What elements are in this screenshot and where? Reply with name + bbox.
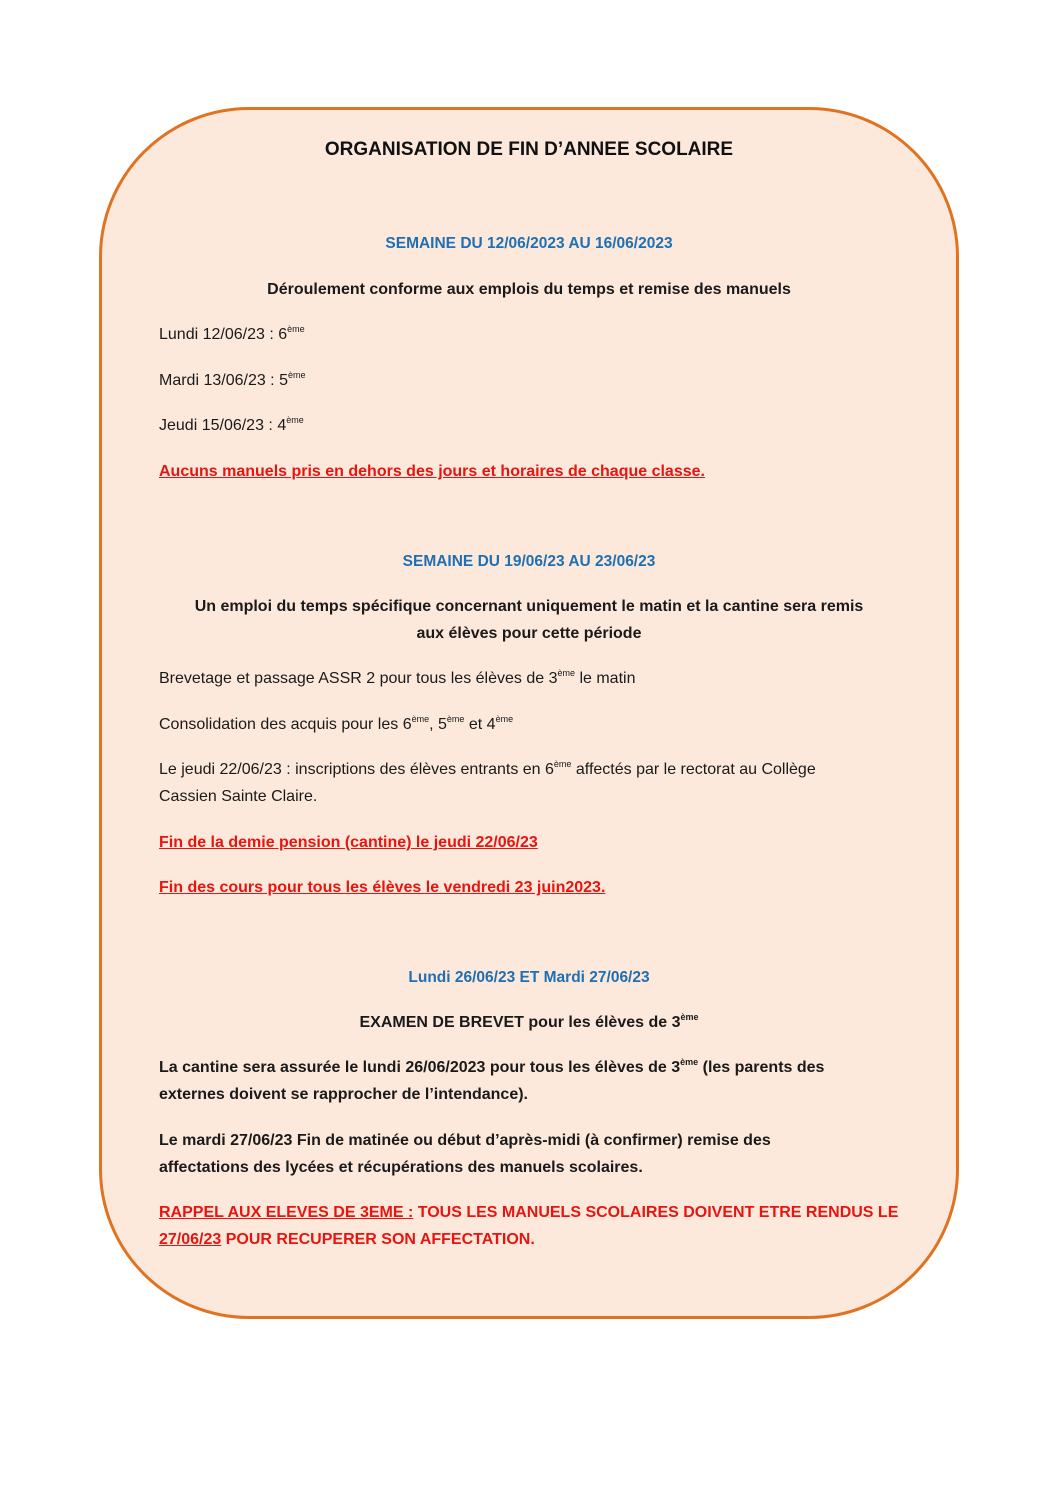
schedule-line: Mardi 13/06/23 : 5ème (159, 370, 306, 389)
rappel-line1: RAPPEL AUX ELEVES DE 3EME : TOUS LES MANUELS SCOLAIRES DOIVENT ETRE RENDUS LE (159, 1204, 899, 1221)
cantine-line1: La cantine sera assurée le lundi 26/06/2023 pour tous les élèves de 3ème (les parents des (159, 1057, 825, 1076)
section2-alert-fin-cours: Fin des cours pour tous les élèves le vendredi 23 juin2023. (159, 879, 606, 896)
inscriptions-line2: Cassien Sainte Claire. (159, 788, 318, 805)
schedule-line: Lundi 12/06/23 : 6ème (159, 324, 305, 343)
section1-alert: Aucuns manuels pris en dehors des jours et horaires de chaque classe. (159, 463, 705, 480)
section1-heading: SEMAINE DU 12/06/2023 AU 16/06/2023 (385, 235, 673, 252)
section2-heading: SEMAINE DU 19/06/23 AU 23/06/23 (402, 553, 656, 570)
section2-alert-cantine: Fin de la demie pension (cantine) le jeudi 22/06/23 (159, 834, 538, 851)
section2-subtitle-line1: Un emploi du temps spécifique concernant uniquement le matin et la cantine sera remis (194, 598, 864, 615)
section3-heading: Lundi 26/06/23 ET Mardi 27/06/23 (408, 969, 650, 986)
document-title: ORGANISATION DE FIN D’ANNEE SCOLAIRE (324, 139, 734, 160)
section3-subtitle: EXAMEN DE BREVET pour les élèves de 3ème (359, 1012, 699, 1031)
section2-subtitle-line2: aux élèves pour cette période (416, 625, 642, 642)
cantine-line2: externes doivent se rapprocher de l’intendance). (159, 1086, 528, 1103)
mardi-line2: affectations des lycées et récupérations des manuels scolaires. (159, 1159, 643, 1176)
schedule-line: Jeudi 15/06/23 : 4ème (159, 415, 304, 434)
consolidation-line: Consolidation des acquis pour les 6ème, 5ème et 4ème (159, 714, 514, 733)
brevetage-line: Brevetage et passage ASSR 2 pour tous les élèves de 3ème le matin (159, 668, 636, 687)
section1-subtitle: Déroulement conforme aux emplois du temps et remise des manuels (267, 281, 791, 298)
inscriptions-line1: Le jeudi 22/06/23 : inscriptions des élèves entrants en 6ème affectés par le rectorat au Collège (159, 759, 816, 778)
rappel-line2: 27/06/23 POUR RECUPERER SON AFFECTATION. (159, 1231, 535, 1248)
mardi-line1: Le mardi 27/06/23 Fin de matinée ou début d’après-midi (à confirmer) remise des (159, 1132, 771, 1149)
